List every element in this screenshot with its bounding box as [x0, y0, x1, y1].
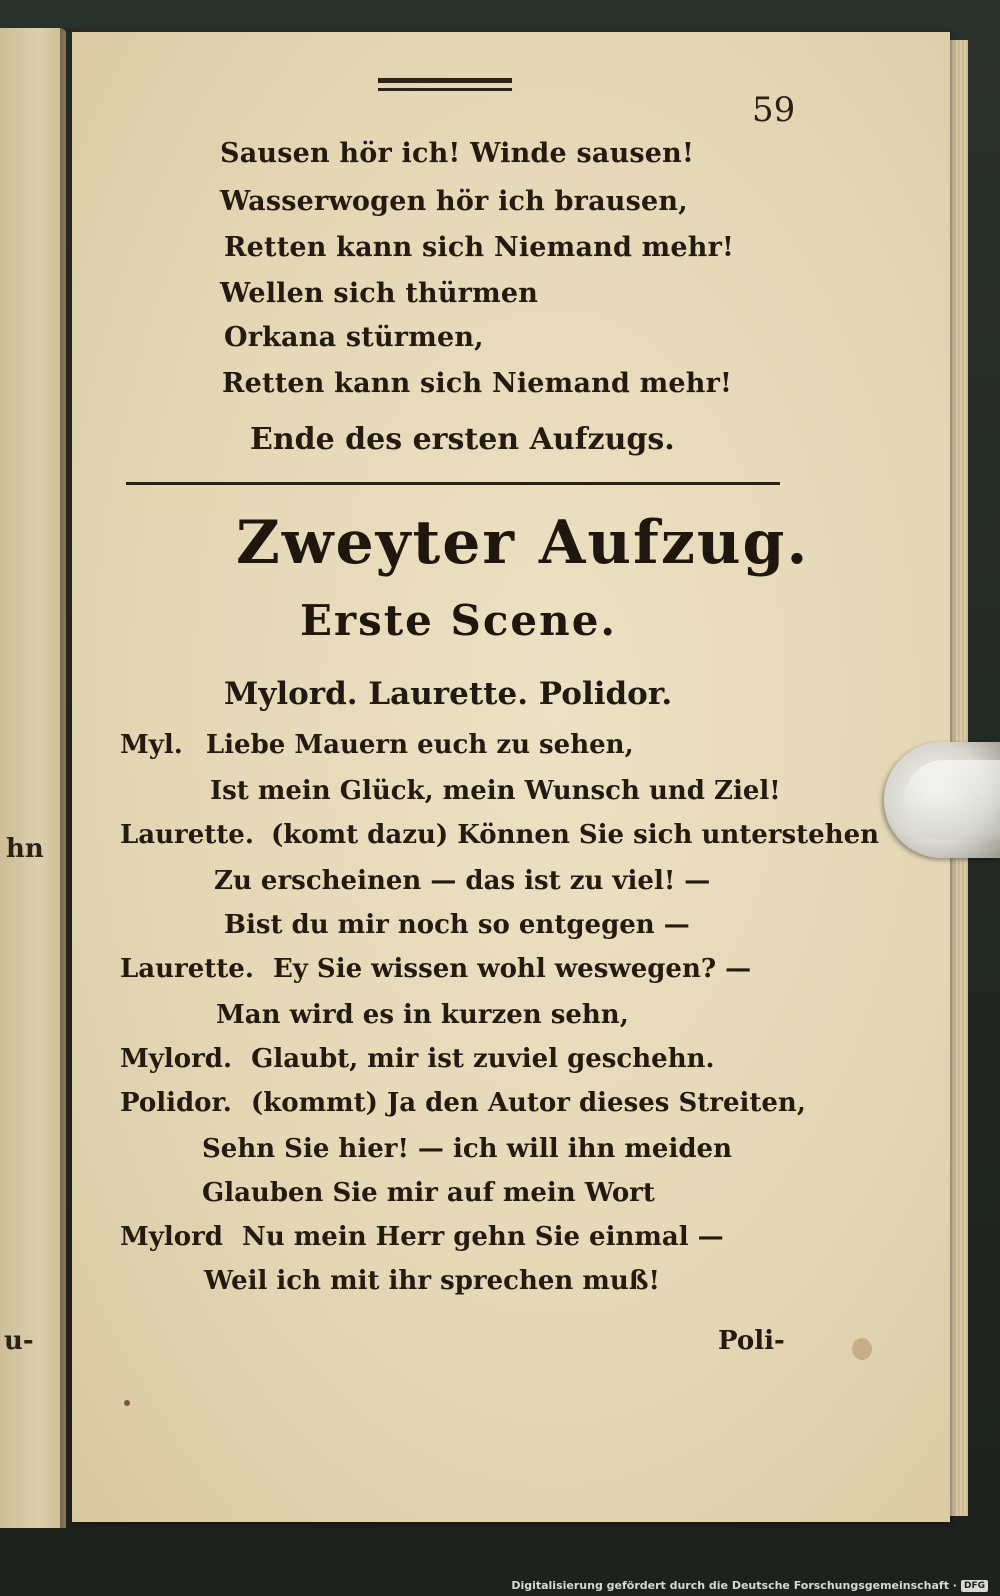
speaker-name: Laurette.	[120, 954, 254, 984]
dialogue-line	[202, 1178, 655, 1208]
dialogue-text: Man wird es in kurzen sehn,	[216, 1000, 629, 1030]
dialogue-text: Nu mein Herr gehn Sie einmal —	[242, 1222, 724, 1252]
verse-line: Wasserwogen hör ich brausen,	[220, 186, 688, 217]
dialogue-text: Glaubt, mir ist zuviel geschehn.	[251, 1044, 715, 1074]
speaker-name: Mylord	[120, 1222, 223, 1252]
dialogue-text: Sehn Sie hier! — ich will ihn meiden	[202, 1134, 732, 1164]
verse-line: Wellen sich thürmen	[220, 278, 539, 309]
dfg-logo-icon: DFG	[961, 1580, 988, 1592]
dialogue-line	[120, 1088, 806, 1118]
dialogue-text: Ey Sie wissen wohl weswegen? —	[272, 954, 752, 984]
dialogue-line	[120, 1044, 715, 1074]
left-page-fragment: u-	[4, 1326, 34, 1356]
dialogue-text: Weil ich mit ihr sprechen muß!	[204, 1266, 660, 1296]
dialogue-line	[214, 866, 710, 896]
dialogue-line	[210, 776, 781, 806]
head-ornament-rule	[378, 74, 512, 96]
page-number: 59	[752, 90, 796, 130]
dialogue-text: Bist du mir noch so entgegen —	[224, 910, 690, 940]
verse-line: Retten kann sich Niemand mehr!	[224, 232, 735, 263]
dialogue-line	[202, 1134, 732, 1164]
speaker-name: Laurette.	[120, 820, 254, 850]
catchword: Poli-	[718, 1326, 785, 1356]
digitization-footer	[511, 1579, 988, 1592]
dialogue-line	[204, 1266, 660, 1296]
previous-page-edge	[0, 28, 66, 1528]
dialogue-line	[216, 1000, 629, 1030]
dialogue-line	[120, 730, 634, 760]
dialogue-text: (komt dazu) Können Sie sich unterstehen	[270, 820, 880, 850]
verse-line: Orkana stürmen,	[224, 322, 484, 353]
dialogue-line	[120, 954, 751, 984]
speaker-name: Mylord.	[120, 1044, 233, 1074]
dialogue-line	[120, 820, 879, 850]
scene-title: Erste Scene.	[300, 596, 618, 645]
dialogue-text: Glauben Sie mir auf mein Wort	[202, 1178, 655, 1208]
cast-list: Mylord. Laurette. Polidor.	[224, 676, 673, 712]
left-page-fragment: hn	[6, 834, 44, 864]
dialogue-text: Liebe Mauern euch zu sehen,	[205, 730, 634, 760]
footer-text: Digitalisierung gefördert durch die Deutsche Forschungsgemeinschaft ·	[511, 1579, 957, 1592]
speaker-name: Polidor.	[120, 1088, 232, 1118]
verse-line: Retten kann sich Niemand mehr!	[222, 368, 733, 399]
dialogue-text: (kommt) Ja den Autor dieses Streiten,	[250, 1088, 806, 1118]
dialogue-line	[120, 1222, 724, 1252]
act-title: Zweyter Aufzug.	[236, 508, 810, 578]
paper-stain	[124, 1400, 130, 1406]
verse-line: Sausen hör ich! Winde sausen!	[220, 138, 695, 169]
book-clip-highlight	[904, 760, 1000, 840]
dialogue-text: Zu erscheinen — das ist zu viel! —	[214, 866, 711, 896]
speaker-name: Myl.	[120, 730, 183, 760]
end-of-act-heading: Ende des ersten Aufzugs.	[250, 422, 675, 457]
paper-stain	[852, 1338, 872, 1360]
dialogue-line	[224, 910, 690, 940]
section-divider-rule	[126, 482, 780, 485]
dialogue-text: Ist mein Glück, mein Wunsch und Ziel!	[210, 776, 781, 806]
